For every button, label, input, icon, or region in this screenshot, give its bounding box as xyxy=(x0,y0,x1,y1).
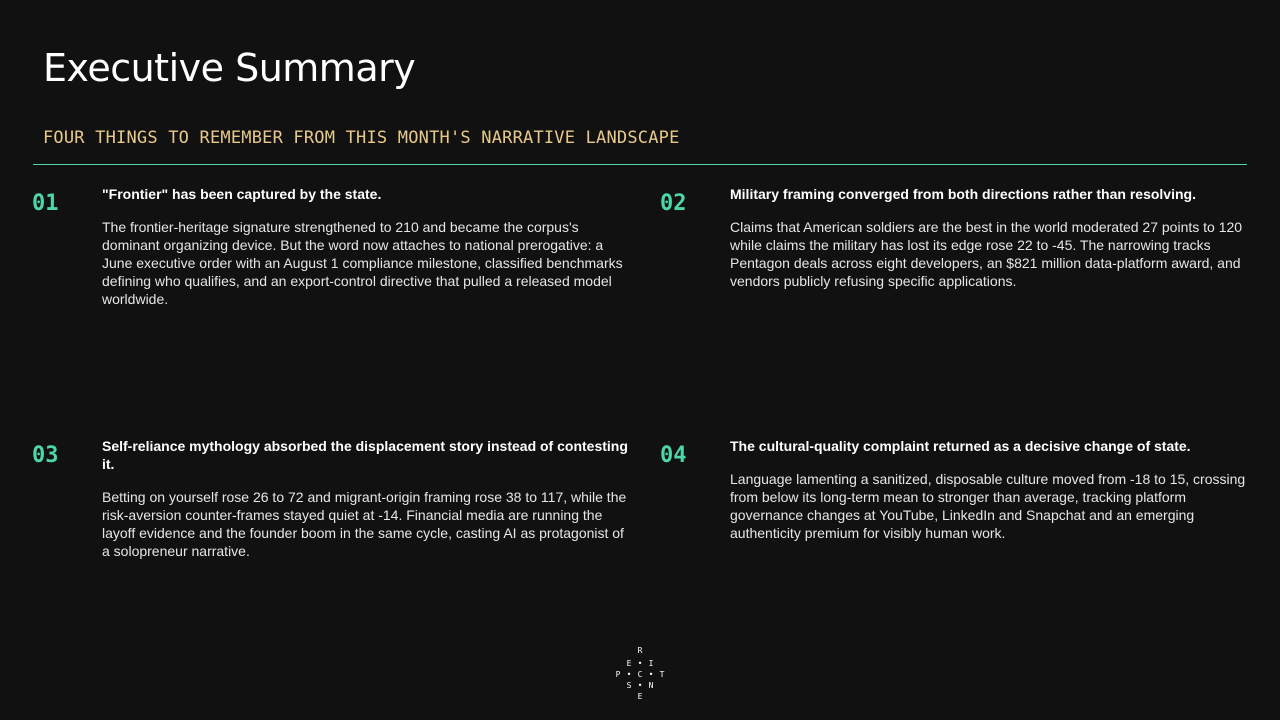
item-heading: Military framing converged from both directions rather than resolving. xyxy=(730,186,1196,202)
item-heading: "Frontier" has been captured by the state. xyxy=(102,186,382,202)
logo-dot: • xyxy=(637,681,643,690)
item-number: 01 xyxy=(32,191,59,216)
item-number: 04 xyxy=(660,443,687,468)
logo-letter: R xyxy=(637,646,643,655)
logo-dot: • xyxy=(648,670,654,679)
item-content xyxy=(102,437,632,560)
item-body: The frontier-heritage signature strengthened to 210 and became the corpus's dominant organizing device. But the word now attaches to national prerogative: a June executive order with an August 1 compliance milestone, classified benchmarks defining who qualifies, and an export-control directive that pulled a released model worldwide. xyxy=(102,219,623,307)
page-title: Executive Summary xyxy=(43,46,416,90)
logo-letter: C xyxy=(637,670,643,679)
item-heading: Self-reliance mythology absorbed the displacement story instead of contesting it. xyxy=(102,438,628,472)
item-number: 02 xyxy=(660,191,687,216)
logo-letter: I xyxy=(648,659,654,668)
logo-dot: • xyxy=(637,659,643,668)
brand-logo xyxy=(610,646,670,702)
divider xyxy=(33,164,1247,165)
item-content xyxy=(730,437,1260,542)
item-heading: The cultural-quality complaint returned as a decisive change of state. xyxy=(730,438,1191,454)
logo-letter: N xyxy=(648,681,654,690)
logo-letter: P xyxy=(615,670,621,679)
logo-letter: E xyxy=(626,659,632,668)
logo-letter: T xyxy=(659,670,665,679)
page-subtitle: FOUR THINGS TO REMEMBER FROM THIS MONTH'S NARRATIVE LANDSCAPE xyxy=(43,128,680,148)
item-content xyxy=(102,185,632,308)
logo-letter: S xyxy=(626,681,632,690)
logo-dot: • xyxy=(626,670,632,679)
item-body: Language lamenting a sanitized, disposable culture moved from -18 to 15, crossing from below its long-term mean to stronger than average, tracking platform governance changes at YouTube, LinkedIn and Snapchat and an emerging authenticity premium for visibly human work. xyxy=(730,471,1246,541)
item-body: Betting on yourself rose 26 to 72 and migrant-origin framing rose 38 to 117, while the risk-aversion counter-frames stayed quiet at -14. Financial media are running the layoff evidence and the founder boom in the same cycle, casting AI as protagonist of a solopreneur narrative. xyxy=(102,489,627,559)
item-body: Claims that American soldiers are the best in the world moderated 27 points to 120 while claims the military has lost its edge rose 22 to -45. The narrowing tracks Pentagon deals across eight developers, an $821 million data-platform award, and vendors publicly refusing specific applications. xyxy=(730,219,1243,289)
item-content xyxy=(730,185,1260,290)
item-number: 03 xyxy=(32,443,59,468)
logo-letter: E xyxy=(637,692,643,701)
